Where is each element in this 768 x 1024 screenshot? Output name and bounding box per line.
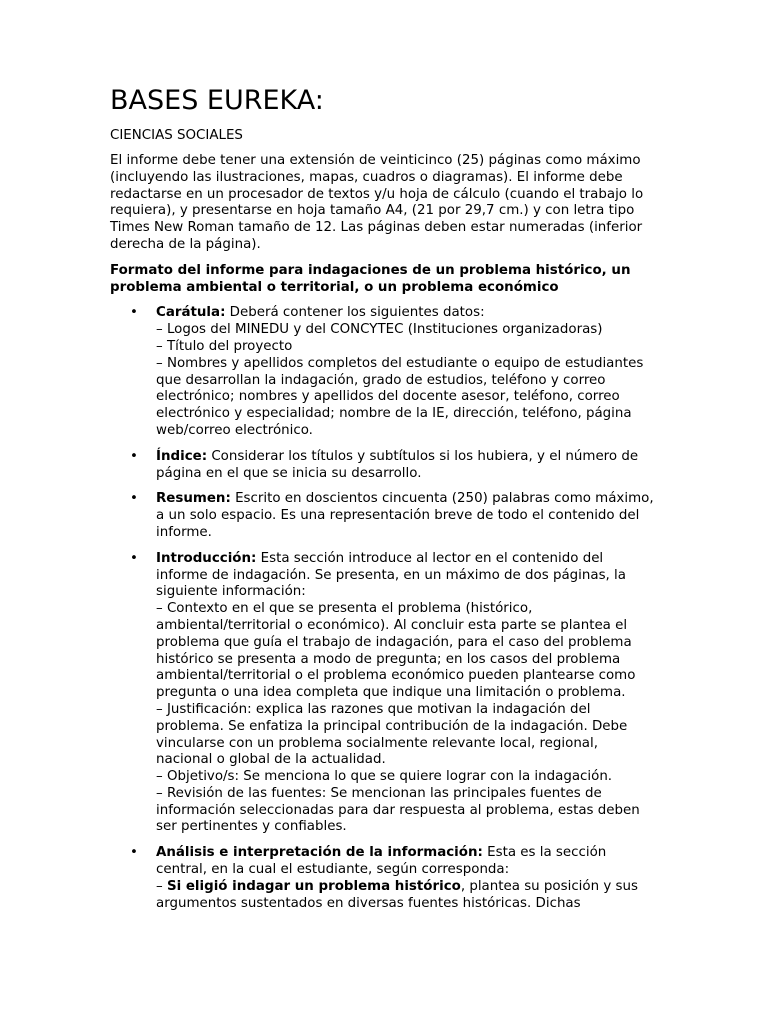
item-text: Deberá contener los siguientes datos: xyxy=(225,305,485,321)
item-subline: – Contexto en el que se presenta el problema (histórico, ambiental/territorial o económico). Al concluir esta parte se plantea el problema que guía el trabajo de indagación, para el caso del problema histórico se presenta a modo de pregunta; en los casos del problema ambiental/territorial o el problema económico pueden plantearse como pregunta o una idea completa que indique una limitación o problema. xyxy=(156,601,636,701)
bullet-icon: • xyxy=(130,550,138,566)
bullet-icon: • xyxy=(130,448,138,464)
item-subline: – Nombres y apellidos completos del estudiante o equipo de estudiantes que desarrollan la indagación, grado de estudios, teléfono y correo electrónico; nombres y apellidos del docente asesor, teléfono, correo electrónico y especialidad; nombre de la IE, dirección, teléfono, página web/correo electrónico. xyxy=(156,355,644,438)
list-item-analisis xyxy=(110,845,658,912)
subline-bold: Si eligió indagar un problema histórico xyxy=(166,878,461,894)
subline-prefix: – xyxy=(156,878,167,894)
item-subline: – Logos del MINEDU y del CONCYTEC (Instituciones organizadoras) xyxy=(156,322,603,338)
list-item-resumen xyxy=(110,491,658,541)
list-item-indice xyxy=(110,449,658,483)
item-heading: Introducción: xyxy=(156,550,257,566)
item-text: Esta es la sección central, en la cual el estudiante, según corresponda: xyxy=(156,845,607,878)
item-subline: – Revisión de las fuentes: Se mencionan las principales fuentes de información seleccionadas para dar respuesta al problema, estas deben ser pertinentes y confiables. xyxy=(156,785,640,835)
bullet-icon: • xyxy=(130,491,138,507)
item-subline: – Objetivo/s: Se menciona lo que se quiere lograr con la indagación. xyxy=(156,769,613,785)
item-subline: – Justificación: explica las razones que motivan la indagación del problema. Se enfatiza la principal contribución de la indagación. Debe vincularse con un problema socialmente relevante local, regional, nacional o global de la actualidad. xyxy=(156,701,628,768)
list-item-caratula xyxy=(110,305,658,439)
bullet-icon: • xyxy=(130,305,138,321)
document-content xyxy=(110,84,658,921)
item-text: Escrito en doscientos cincuenta (250) palabras como máximo, a un solo espacio. Es una representación breve de todo el contenido del informe. xyxy=(156,491,654,540)
format-heading: Formato del informe para indagaciones de un problema histórico, un problema ambiental o territorial, o un problema económico xyxy=(110,262,631,295)
list-item-introduccion xyxy=(110,551,658,837)
item-subline xyxy=(156,879,658,913)
item-text: Considerar los títulos y subtítulos si los hubiera, y el número de página en el que se inicia su desarrollo. xyxy=(156,448,639,481)
item-heading: Resumen: xyxy=(156,491,231,507)
item-subline: – Título del proyecto xyxy=(156,338,293,354)
item-heading: Carátula: xyxy=(156,305,226,321)
section-list xyxy=(110,305,658,912)
subline-rest: , plantea su posición y sus argumentos sustentados en diversas fuentes históricas. Dichas xyxy=(156,878,638,911)
intro-paragraph: El informe debe tener una extensión de veinticinco (25) páginas como máximo (incluyendo las ilustraciones, mapas, cuadros o diagramas). El informe debe redactarse en un procesador de textos y/u hoja de cálculo (cuando el trabajo lo requiera), y presentarse en hoja tamaño A4, (21 por 29,7 cm.) y con letra tipo Times New Roman tamaño de 12. Las páginas deben estar numeradas (inferior derecha de la página). xyxy=(110,153,644,252)
item-heading: Análisis e interpretación de la información: xyxy=(156,845,483,861)
bullet-icon: • xyxy=(130,845,138,861)
item-text: Esta sección introduce al lector en el contenido del informe de indagación. Se presenta, en un máximo de dos páginas, la siguiente información: xyxy=(156,550,626,600)
document-title: BASES EUREKA: xyxy=(110,85,324,116)
item-heading: Índice: xyxy=(156,448,208,464)
document-subtitle: CIENCIAS SOCIALES xyxy=(110,128,243,143)
